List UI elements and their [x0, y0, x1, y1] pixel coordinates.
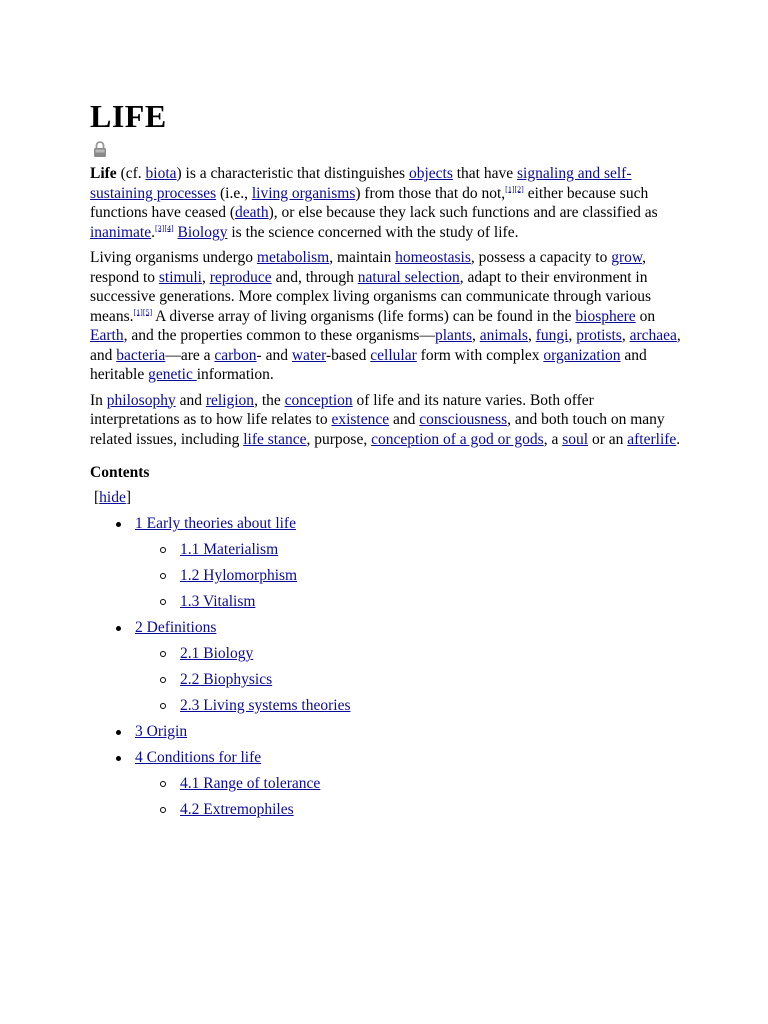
text: , respond to	[90, 249, 646, 286]
text: A diverse array of living organisms (life forms) can be found in the	[152, 307, 576, 325]
text: Living organisms undergo	[90, 249, 257, 266]
text: (cf.	[116, 165, 146, 182]
text: information.	[196, 366, 274, 383]
toc-subitem	[135, 771, 686, 797]
toc-item	[90, 511, 686, 615]
link-conception[interactable]: conception	[284, 391, 353, 409]
text: , maintain	[329, 249, 396, 266]
text: of life and its nature varies. Both offer interpretations as to how life relates to	[90, 391, 594, 428]
toc-sublink[interactable]: 4.1 Range of tolerance	[180, 775, 321, 792]
link-grow[interactable]: grow	[611, 249, 643, 266]
link-conception-of-god[interactable]: conception of a god or gods	[371, 430, 544, 448]
reference-link[interactable]: [3][4]	[155, 223, 174, 233]
link-protists[interactable]: protists	[576, 327, 622, 344]
toc-link[interactable]: 3 Origin	[135, 723, 188, 740]
toc-link[interactable]: 4 Conditions for life	[135, 749, 262, 766]
toc-item	[90, 719, 686, 745]
intro-paragraph	[90, 164, 686, 242]
toc-subitem	[135, 693, 686, 719]
toc-sublink[interactable]: 2.1 Biology	[180, 645, 254, 662]
toc-subitem	[135, 563, 686, 589]
page-title: LIFE	[90, 98, 167, 134]
toc-sublink[interactable]: 1.2 Hylomorphism	[180, 567, 298, 584]
text: and, through	[271, 268, 358, 286]
text: on	[635, 307, 656, 325]
bold-term: Life	[90, 165, 117, 182]
text: , adapt to their environment in successive generations. More complex living organisms can communicate through various means.	[90, 268, 652, 325]
link-living-organisms[interactable]: living organisms	[251, 184, 356, 202]
article	[90, 96, 686, 823]
toc-sublink[interactable]: 1.1 Materialism	[180, 541, 279, 558]
link-religion[interactable]: religion	[205, 391, 255, 409]
text: and	[175, 391, 206, 409]
reference-link[interactable]: [1][5]	[133, 307, 153, 317]
text: and	[389, 411, 420, 428]
link-biology[interactable]: Biology	[177, 223, 228, 241]
text: ,	[472, 327, 480, 344]
toc-sublist	[135, 537, 686, 615]
link-earth[interactable]: Earth	[90, 327, 124, 344]
link-inanimate[interactable]: inanimate	[90, 223, 152, 241]
link-death[interactable]: death	[235, 204, 269, 221]
toc-link[interactable]: 2 Definitions	[135, 619, 217, 636]
toc-subitem	[135, 537, 686, 563]
toc-item	[90, 745, 686, 823]
link-objects[interactable]: objects	[408, 165, 453, 182]
text: , possess a capacity to	[470, 249, 612, 266]
link-fungi[interactable]: fungi	[535, 327, 569, 344]
toc-sublink[interactable]: 1.3 Vitalism	[180, 593, 256, 610]
text: that have	[452, 165, 517, 182]
text: -based	[325, 346, 371, 364]
link-life-stance[interactable]: life stance	[243, 430, 307, 448]
toc-link[interactable]: 1 Early theories about life	[135, 515, 296, 532]
text: , and both touch on many related issues, including	[90, 411, 665, 448]
link-cellular[interactable]: cellular	[370, 346, 417, 364]
philosophy-paragraph	[90, 391, 686, 450]
link-metabolism[interactable]: metabolism	[256, 249, 330, 266]
link-reproduce[interactable]: reproduce	[209, 268, 272, 286]
toc-sublink[interactable]: 2.3 Living systems theories	[180, 697, 351, 714]
link-biosphere[interactable]: biosphere	[575, 307, 636, 325]
toc-sublink[interactable]: 4.2 Extremophiles	[180, 801, 294, 818]
text: , the	[254, 391, 285, 409]
hide-toc-link[interactable]: hide	[99, 489, 126, 506]
bracket: [	[94, 489, 100, 506]
link-philosophy[interactable]: philosophy	[106, 391, 176, 409]
toc-subitem	[135, 641, 686, 667]
toc-item	[90, 615, 686, 719]
text: , and the properties common to these organisms—	[123, 327, 435, 344]
text: ,	[621, 327, 630, 344]
link-stimuli[interactable]: stimuli	[158, 268, 202, 286]
link-genetic[interactable]: genetic	[148, 366, 197, 383]
text: or an	[588, 430, 628, 448]
link-plants[interactable]: plants	[434, 327, 472, 344]
organisms-paragraph	[90, 248, 686, 385]
text: ) from those that do not,	[355, 184, 506, 202]
text: , purpose,	[306, 430, 372, 448]
link-afterlife[interactable]: afterlife	[627, 430, 677, 448]
text: (i.e.,	[216, 184, 252, 202]
text: ,	[201, 268, 210, 286]
text: , and	[90, 327, 681, 364]
text: form with complex	[416, 346, 544, 364]
link-consciousness[interactable]: consciousness	[419, 411, 508, 428]
text: .	[151, 223, 155, 241]
link-soul[interactable]: soul	[562, 430, 589, 448]
text: .	[676, 430, 681, 448]
contents-title: Contents	[90, 464, 150, 481]
table-of-contents	[90, 511, 686, 823]
link-homeostasis[interactable]: homeostasis	[395, 249, 471, 266]
text: either because such functions have ceased (	[90, 184, 649, 221]
link-animals[interactable]: animals	[479, 327, 528, 344]
toc-toggle	[94, 487, 686, 509]
bracket: ]	[125, 489, 132, 506]
link-bacteria[interactable]: bacteria	[116, 346, 166, 364]
toc-sublink[interactable]: 2.2 Biophysics	[180, 671, 273, 688]
link-existence[interactable]: existence	[331, 411, 390, 428]
link-water[interactable]: water	[291, 346, 326, 364]
link-signaling[interactable]: signaling and self-sustaining processes	[90, 165, 632, 202]
toc-sublist	[135, 771, 686, 823]
link-carbon[interactable]: carbon	[214, 346, 257, 364]
link-natural-selection[interactable]: natural selection	[357, 268, 460, 286]
text: and heritable	[90, 346, 647, 383]
text: In	[90, 391, 107, 409]
toc-subitem	[135, 589, 686, 615]
link-biota[interactable]: biota	[145, 165, 177, 182]
text: —are a	[165, 346, 215, 364]
text: , a	[543, 430, 563, 448]
text: - and	[256, 346, 292, 364]
link-archaea[interactable]: archaea	[629, 327, 677, 344]
text: ,	[568, 327, 577, 344]
reference-link[interactable]: [1][2]	[505, 184, 524, 194]
lock-icon	[93, 140, 107, 158]
text: ,	[527, 327, 536, 344]
toc-subitem	[135, 797, 686, 823]
text: ) is a characteristic that distinguishes	[176, 165, 409, 182]
text: is the science concerned with the study of life.	[227, 223, 519, 241]
text: ), or else because they lack such functions and are classified as	[268, 204, 658, 221]
link-organization[interactable]: organization	[543, 346, 621, 364]
toc-subitem	[135, 667, 686, 693]
toc-sublist	[135, 641, 686, 719]
